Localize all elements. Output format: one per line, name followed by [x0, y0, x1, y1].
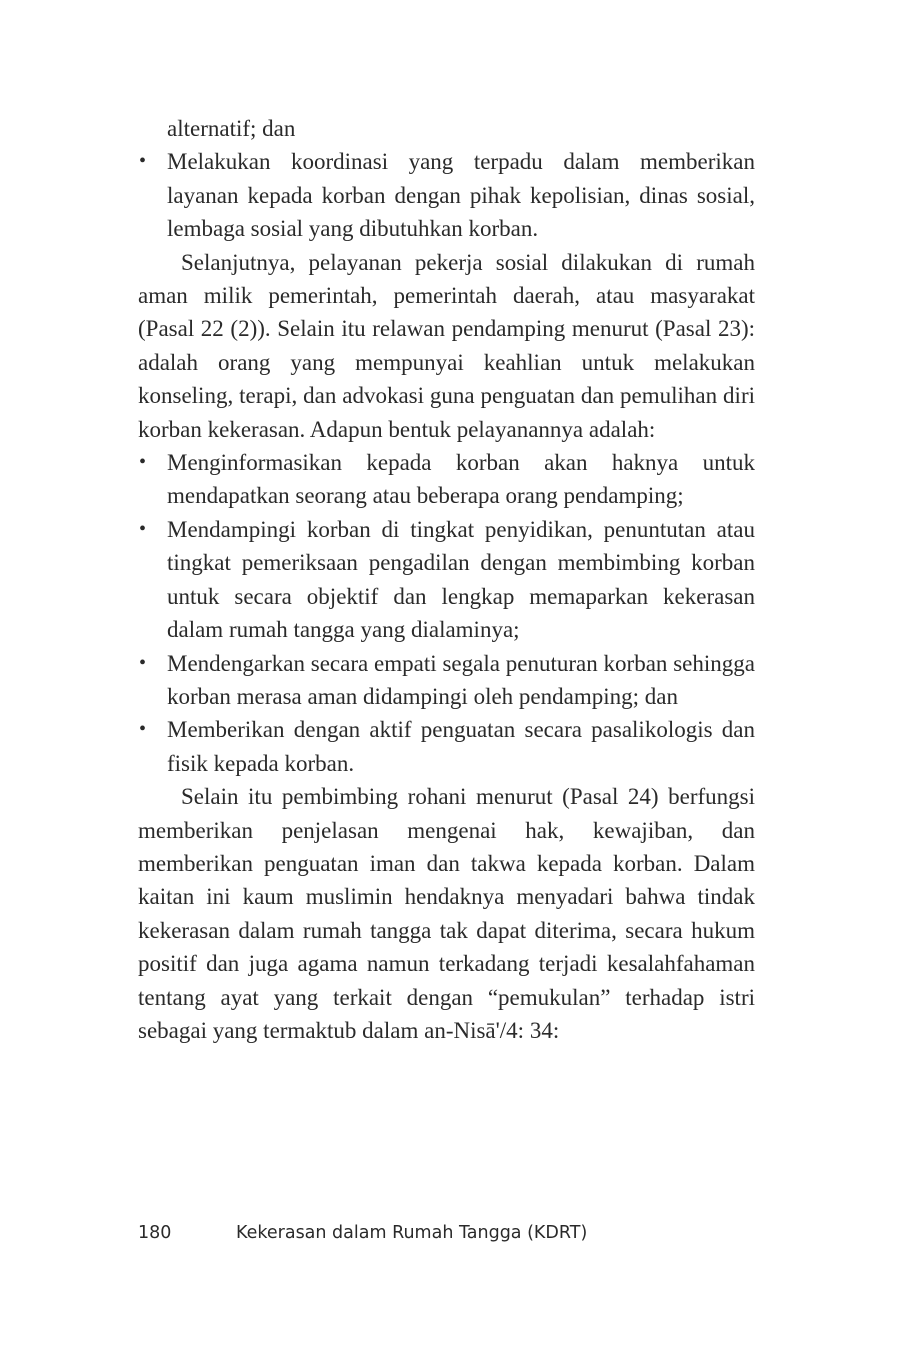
list-item-text: Memberikan dengan aktif penguatan secara pasalikologis dan fisik kepada korban. — [167, 717, 755, 776]
paragraph-spiritual-counselor: Selain itu pembimbing rohani menurut (Pasal 24) berfungsi memberikan penjelasan mengenai hak, kewajiban, dan memberikan penguatan iman dan takwa kepada korban. Dalam kaitan ini kaum muslimin hendaknya menyadari bahwa tindak kekerasan dalam rumah tangga tak dapat diterima, secara hukum positif dan juga agama namun terkadang terjadi kesalahfahaman tentang ayat yang terkait dengan “pemukulan” terhadap istri sebagai yang termaktub dalam an-Nisā'/4: 34: — [138, 784, 755, 1043]
list-item — [138, 446, 755, 513]
list-item-text: Menginformasikan kepada korban akan haknya untuk mendapatkan seorang atau beberapa orang pendamping; — [167, 450, 755, 509]
bullet-icon: • — [139, 651, 147, 674]
list-item-text: Melakukan koordinasi yang terpadu dalam memberikan layanan kepada korban dengan pihak kepolisian, dinas sosial, lembaga sosial yang dibutuhkan korban. — [167, 149, 755, 242]
list-item-text: Mendampingi korban di tingkat penyidikan, penuntutan atau tingkat pemeriksaan pengadilan dengan membimbing korban untuk secara objektif dan lengkap memaparkan kekerasan dalam rumah tangga yang dialaminya; — [167, 516, 755, 643]
list-item — [138, 713, 755, 780]
running-title: Kekerasan dalam Rumah Tangga (KDRT) — [236, 1223, 588, 1243]
bullet-list-coordination — [138, 145, 755, 245]
list-item — [138, 647, 755, 714]
list-item-text: Mendengarkan secara empati segala penuturan korban sehingga korban merasa aman didampingi oleh pendamping; dan — [167, 650, 755, 709]
page-number: 180 — [138, 1223, 172, 1243]
paragraph-social-worker: Selanjutnya, pelayanan pekerja sosial dilakukan di rumah aman milik pemerintah, pemerintah daerah, atau masyarakat (Pasal 22 (2)). Selain itu relawan pendamping menurut (Pasal 23): adalah orang yang mempunyai keahlian untuk melakukan konseling, terapi, dan advokasi guna penguatan dan pemulihan diri korban kekerasan. Adapun bentuk pelayanannya adalah: — [138, 249, 755, 442]
continued-list-text: alternatif; dan — [167, 116, 296, 141]
bullet-list-services — [138, 446, 755, 780]
page-body — [138, 112, 755, 1047]
bullet-icon: • — [139, 718, 147, 741]
bullet-icon: • — [139, 451, 147, 474]
list-item — [138, 145, 755, 245]
bullet-icon: • — [139, 150, 147, 173]
bullet-icon: • — [139, 517, 147, 540]
list-item — [138, 513, 755, 647]
